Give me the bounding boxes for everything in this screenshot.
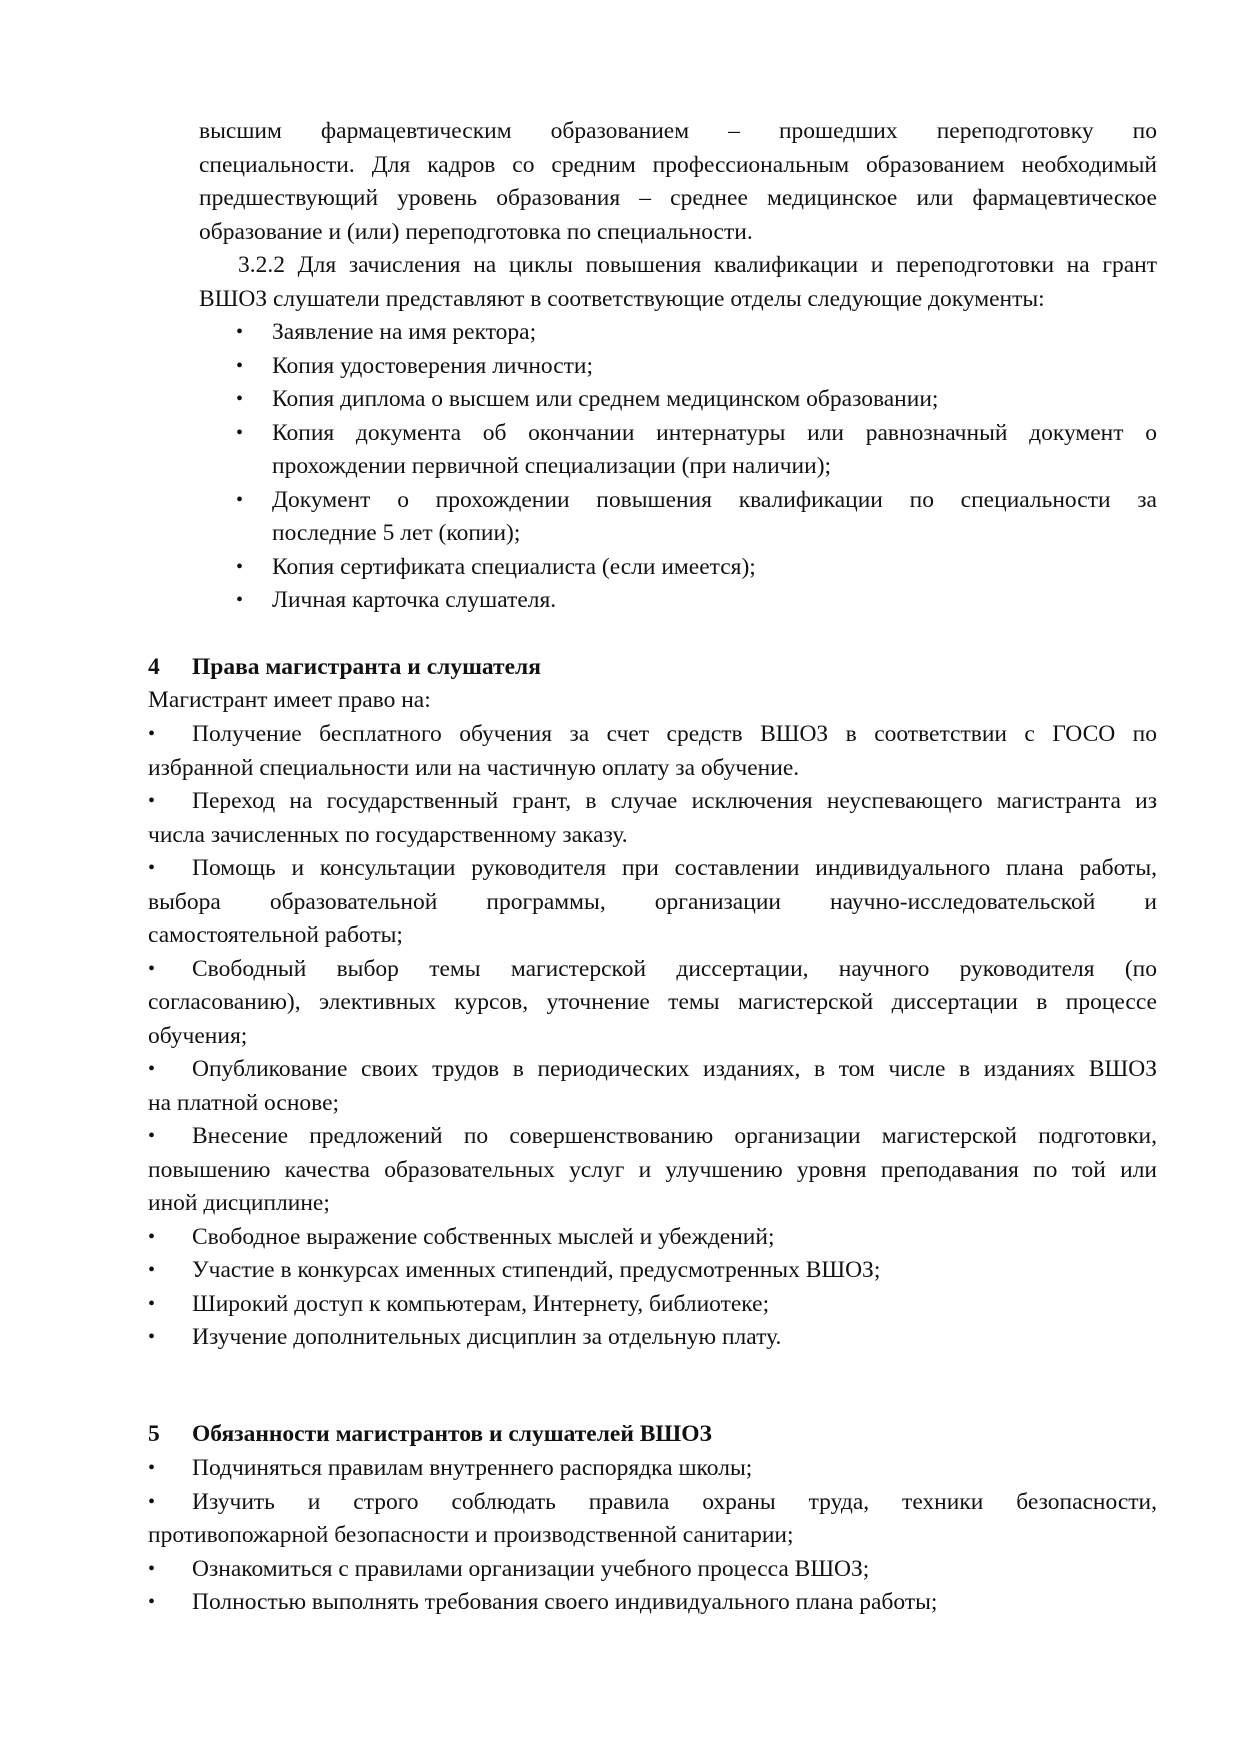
bullet-icon: • xyxy=(148,790,156,812)
list-item-text xyxy=(148,1221,1157,1255)
list-item xyxy=(148,1288,1157,1322)
list-item xyxy=(236,584,1157,618)
bullet-icon: • xyxy=(148,1557,156,1580)
bullet-icon: • xyxy=(148,1259,156,1281)
bullet-icon: • xyxy=(236,421,244,444)
bullet-icon: • xyxy=(148,957,156,980)
list-item xyxy=(148,785,1157,852)
bullet-icon: • xyxy=(236,388,244,410)
list-item xyxy=(148,1486,1157,1553)
bullet-icon: • xyxy=(148,1490,156,1513)
documents-list xyxy=(236,316,1157,618)
rights-list xyxy=(148,718,1157,1355)
list-item-text xyxy=(148,1553,1157,1587)
list-item xyxy=(148,1053,1157,1120)
bullet-icon: • xyxy=(236,488,244,511)
list-item-text: прохождении первичной специализации (при наличии); xyxy=(272,453,832,479)
list-item-line: Получение бесплатного обучения за счет средств ВШОЗ в соответствии с ГОСО по xyxy=(192,721,1157,747)
list-item xyxy=(148,1553,1157,1587)
list-item xyxy=(148,1452,1157,1486)
section-4-lead: Магистрант имеет право на: xyxy=(148,687,431,713)
list-item-line: Широкий доступ к компьютерам, Интернету, библиотеке; xyxy=(192,1290,770,1317)
list-item-text: выбора образовательной программы, организации научно-исследовательской и xyxy=(148,888,1157,915)
list-item-text: согласованию), элективных курсов, уточнение темы магистерской диссертации в процессе xyxy=(148,989,1157,1015)
list-item-text xyxy=(148,785,1157,819)
list-item-text xyxy=(148,852,1157,886)
list-item-text: противопожарной безопасности и производственной санитарии; xyxy=(148,1522,794,1548)
section-number: 4 xyxy=(148,654,160,680)
bullet-icon: • xyxy=(148,1591,156,1613)
intro-line: образование и (или) переподготовка по специальности. xyxy=(199,218,753,245)
section-4-heading xyxy=(148,651,1157,685)
list-item xyxy=(148,852,1157,953)
list-item xyxy=(236,551,1157,585)
list-item xyxy=(148,1321,1157,1355)
list-item-text: Документ о прохождении повышения квалификации по специальности за xyxy=(272,486,1157,513)
list-item-line: Изучение дополнительных дисциплин за отдельную плату. xyxy=(192,1324,782,1350)
list-item-line: Свободное выражение собственных мыслей и убеждений; xyxy=(192,1223,775,1250)
section-5-heading xyxy=(148,1418,1157,1452)
list-item-text: иной дисциплине; xyxy=(148,1190,330,1216)
list-item-text: избранной специальности или на частичную оплату за обучение. xyxy=(148,754,800,781)
list-item xyxy=(148,1120,1157,1221)
bullet-icon: • xyxy=(148,723,156,745)
list-item-line: Участие в конкурсах именных стипендий, предусмотренных ВШОЗ; xyxy=(192,1257,881,1283)
bullet-icon: • xyxy=(236,589,244,611)
bullet-icon: • xyxy=(236,555,244,578)
list-item-line: Переход на государственный грант, в случае исключения неуспевающего магистранта из xyxy=(192,788,1157,814)
intro-line: специальности. Для кадров со средним профессиональным образованием необходимый xyxy=(199,151,1157,178)
list-item-text xyxy=(148,718,1157,752)
bullet-icon: • xyxy=(148,1457,156,1479)
intro-line: предшествующий уровень образования – среднее медицинское или фармацевтическое xyxy=(199,185,1157,211)
list-item-text: Копия диплома о высшем или среднем медицинском образовании; xyxy=(272,386,939,412)
list-item-text: Копия сертификата специалиста (если имеется); xyxy=(272,553,756,580)
list-item-text xyxy=(148,1486,1157,1520)
clause-3-2-2 xyxy=(199,249,1157,316)
section-title: Права магистранта и слушателя xyxy=(192,654,541,680)
list-item-text xyxy=(148,1120,1157,1154)
clause-line: ВШОЗ слушатели представляют в соответствующие отделы следующие документы: xyxy=(199,285,1045,312)
duties-list xyxy=(148,1452,1157,1620)
list-item-text xyxy=(148,1586,1157,1620)
list-item xyxy=(236,484,1157,551)
list-item xyxy=(236,417,1157,484)
list-item-line: Свободный выбор темы магистерской диссертации, научного руководителя (по xyxy=(192,955,1157,982)
list-item-text: обучения; xyxy=(148,1022,248,1049)
bullet-icon: • xyxy=(148,1292,156,1315)
bullet-icon: • xyxy=(148,1326,156,1348)
list-item-line: Изучить и строго соблюдать правила охраны труда, техники безопасности, xyxy=(192,1488,1157,1515)
list-item-text: Заявление на имя ректора; xyxy=(272,319,537,345)
bullet-icon: • xyxy=(148,1058,156,1080)
list-item-text: на платной основе; xyxy=(148,1089,340,1116)
bullet-icon: • xyxy=(148,857,156,879)
list-item xyxy=(148,1586,1157,1620)
list-item xyxy=(148,1221,1157,1255)
list-item-text xyxy=(148,1288,1157,1322)
clause-line: 3.2.2 Для зачисления на циклы повышения квалификации и переподготовки на грант xyxy=(238,252,1157,278)
bullet-icon: • xyxy=(236,354,244,377)
list-item-line: Опубликование своих трудов в периодических изданиях, в том числе в изданиях ВШОЗ xyxy=(192,1056,1157,1082)
section-number: 5 xyxy=(148,1421,160,1447)
list-item-text: повышению качества образовательных услуг и улучшению уровня преподавания по той или xyxy=(148,1156,1157,1183)
list-item-text: Копия документа об окончании интернатуры или равнозначный документ о xyxy=(272,419,1157,446)
list-item-text: последние 5 лет (копии); xyxy=(272,520,521,546)
list-item xyxy=(148,718,1157,785)
list-item-line: Ознакомиться с правилами организации учебного процесса ВШОЗ; xyxy=(192,1555,870,1582)
intro-paragraph xyxy=(199,115,1157,249)
section-title: Обязанности магистрантов и слушателей ВШОЗ xyxy=(192,1421,712,1447)
list-item-line: Внесение предложений по совершенствованию организации магистерской подготовки, xyxy=(192,1123,1157,1149)
list-item-text xyxy=(148,1254,1157,1288)
list-item-text: самостоятельной работы; xyxy=(148,922,403,948)
list-item-line: Помощь и консультации руководителя при составлении индивидуального плана работы, xyxy=(192,855,1157,881)
bullet-icon: • xyxy=(236,321,244,343)
list-item-text: числа зачисленных по государственному заказу. xyxy=(148,821,628,848)
list-item-line: Полностью выполнять требования своего индивидуального плана работы; xyxy=(192,1589,938,1615)
list-item-text xyxy=(148,1053,1157,1087)
intro-line: высшим фармацевтическим образованием – прошедших переподготовку по xyxy=(199,118,1157,144)
bullet-icon: • xyxy=(148,1225,156,1248)
list-item-line: Подчиняться правилам внутреннего распорядка школы; xyxy=(192,1455,753,1481)
bullet-icon: • xyxy=(148,1125,156,1147)
list-item-text xyxy=(148,1452,1157,1486)
list-item xyxy=(236,350,1157,384)
list-item xyxy=(148,1254,1157,1288)
list-item-text: Личная карточка слушателя. xyxy=(272,587,557,613)
list-item xyxy=(236,383,1157,417)
list-item-text xyxy=(148,1321,1157,1355)
list-item xyxy=(236,316,1157,350)
list-item-text xyxy=(148,953,1157,987)
list-item xyxy=(148,953,1157,1054)
list-item-text: Копия удостоверения личности; xyxy=(272,352,594,379)
